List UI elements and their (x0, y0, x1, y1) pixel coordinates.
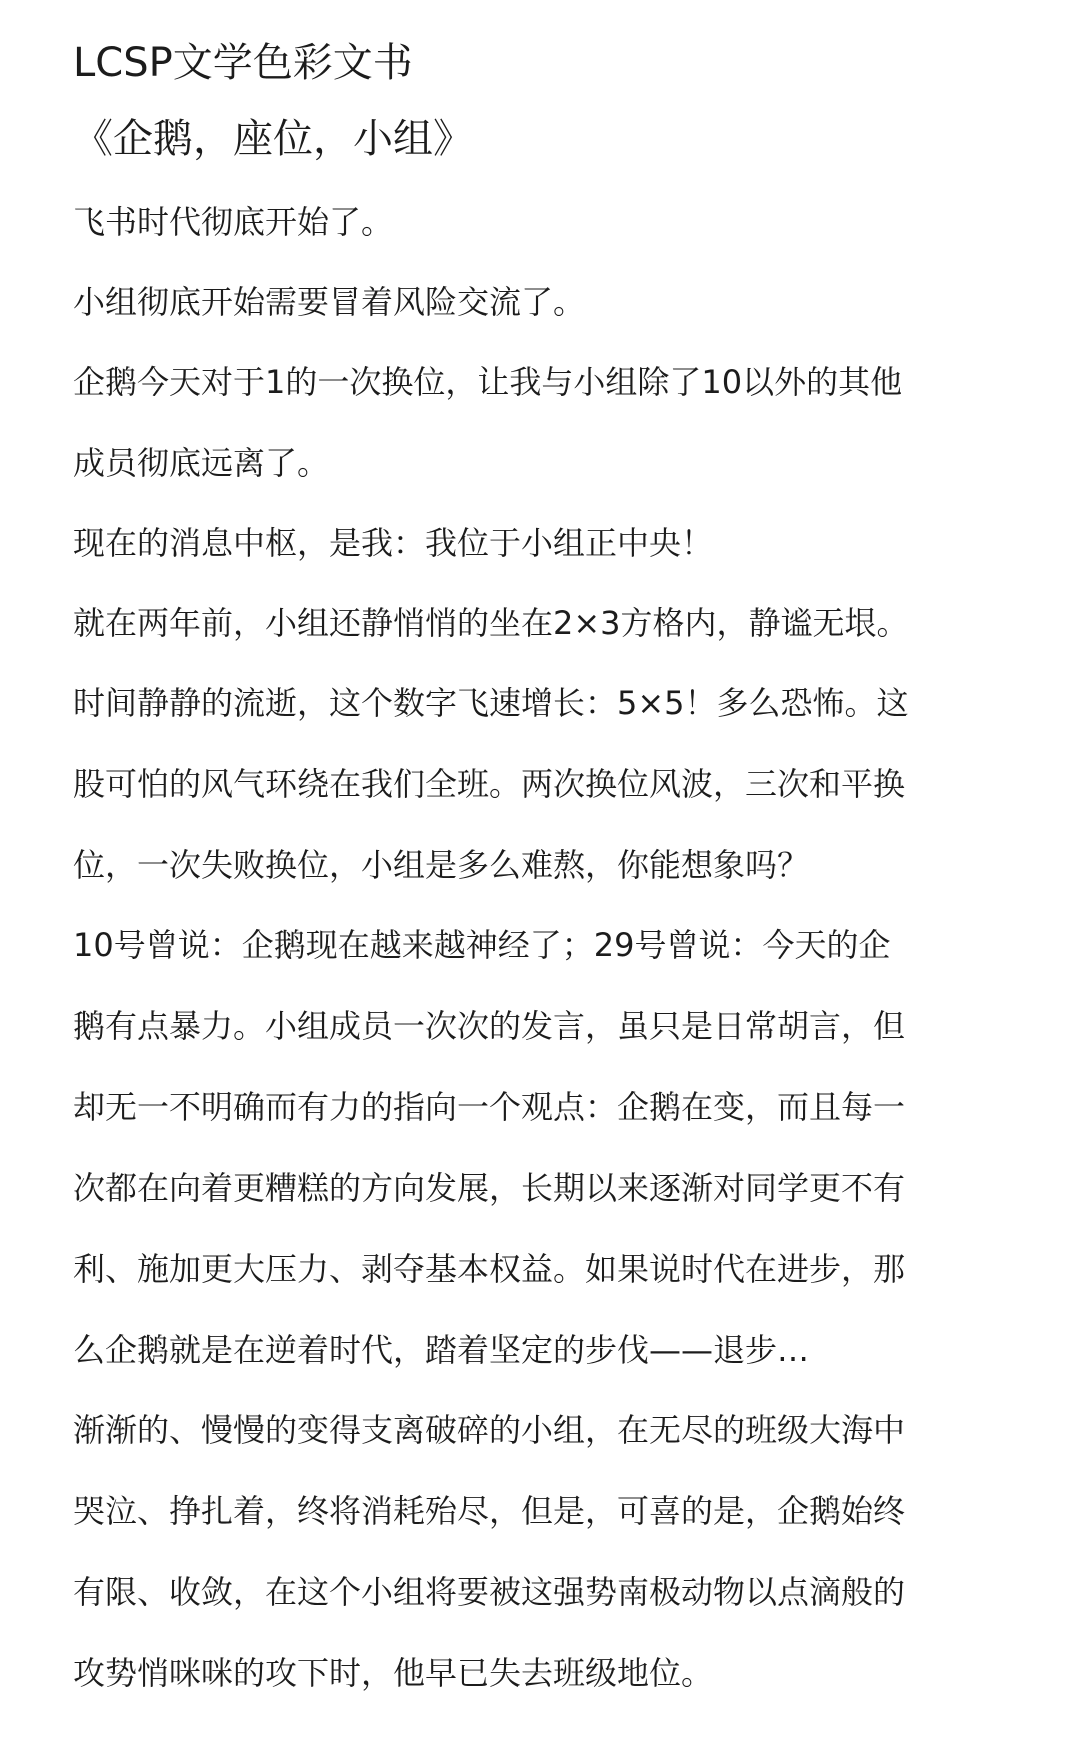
paragraph-line: 鹅有点暴力。小组成员一次次的发言，虽只是日常胡言，但 (73, 1007, 906, 1045)
paragraph (73, 595, 1013, 651)
paragraph-line: 时间静静的流逝，这个数字飞速增长：5×5！多么恐怖。这 (73, 684, 909, 722)
paragraph-line: 么企鹅就是在逆着时代，踏着坚定的步伐——退步… (73, 1331, 810, 1369)
paragraph-line: 哭泣、挣扎着，终将消耗殆尽，但是，可喜的是，企鹅始终 (73, 1492, 906, 1530)
document-subtitle: 《企鹅，座位，小组》 (73, 116, 473, 162)
paragraph-line: 却无一不明确而有力的指向一个观点：企鹅在变，而且每一 (73, 1088, 906, 1126)
paragraph (73, 194, 1013, 250)
paragraph-line: 现在的消息中枢，是我：我位于小组正中央！ (73, 524, 714, 562)
paragraph-line: 攻势悄咪咪的攻下时，他早已失去班级地位。 (73, 1654, 714, 1692)
paragraph (73, 354, 1013, 491)
paragraph-line: 企鹅今天对于1的一次换位，让我与小组除了10以外的其他 (73, 363, 903, 401)
document (73, 36, 1013, 1725)
paragraph-line: 次都在向着更糟糕的方向发展，长期以来逐渐对同学更不有 (73, 1169, 906, 1207)
paragraph-line: 成员彻底远离了。 (73, 444, 330, 482)
paragraph-line: 利、施加更大压力、剥夺基本权益。如果说时代在进步，那 (73, 1250, 906, 1288)
paragraph-line: 就在两年前，小组还静悄悄的坐在2×3方格内，静谧无垠。 (73, 604, 909, 642)
document-title: LCSP文学色彩文书 (73, 40, 413, 86)
paragraph (73, 274, 1013, 330)
paragraph (73, 515, 1013, 571)
paragraph (73, 1402, 1013, 1701)
paragraph-line: 股可怕的风气环绕在我们全班。两次换位风波，三次和平换 (73, 765, 906, 803)
paragraph-line: 有限、收敛，在这个小组将要被这强势南极动物以点滴般的 (73, 1573, 906, 1611)
paragraph-line: 10号曾说：企鹅现在越来越神经了；29号曾说：今天的企 (73, 926, 891, 964)
paragraph-line: 渐渐的、慢慢的变得支离破碎的小组，在无尽的班级大海中 (73, 1411, 906, 1449)
paragraph (73, 917, 1013, 1378)
paragraph-line: 飞书时代彻底开始了。 (73, 203, 394, 241)
paragraph (73, 675, 1013, 893)
paragraph-line: 位，一次失败换位，小组是多么难熬，你能想象吗？ (73, 846, 810, 884)
paragraph-line: 小组彻底开始需要冒着风险交流了。 (73, 283, 586, 321)
